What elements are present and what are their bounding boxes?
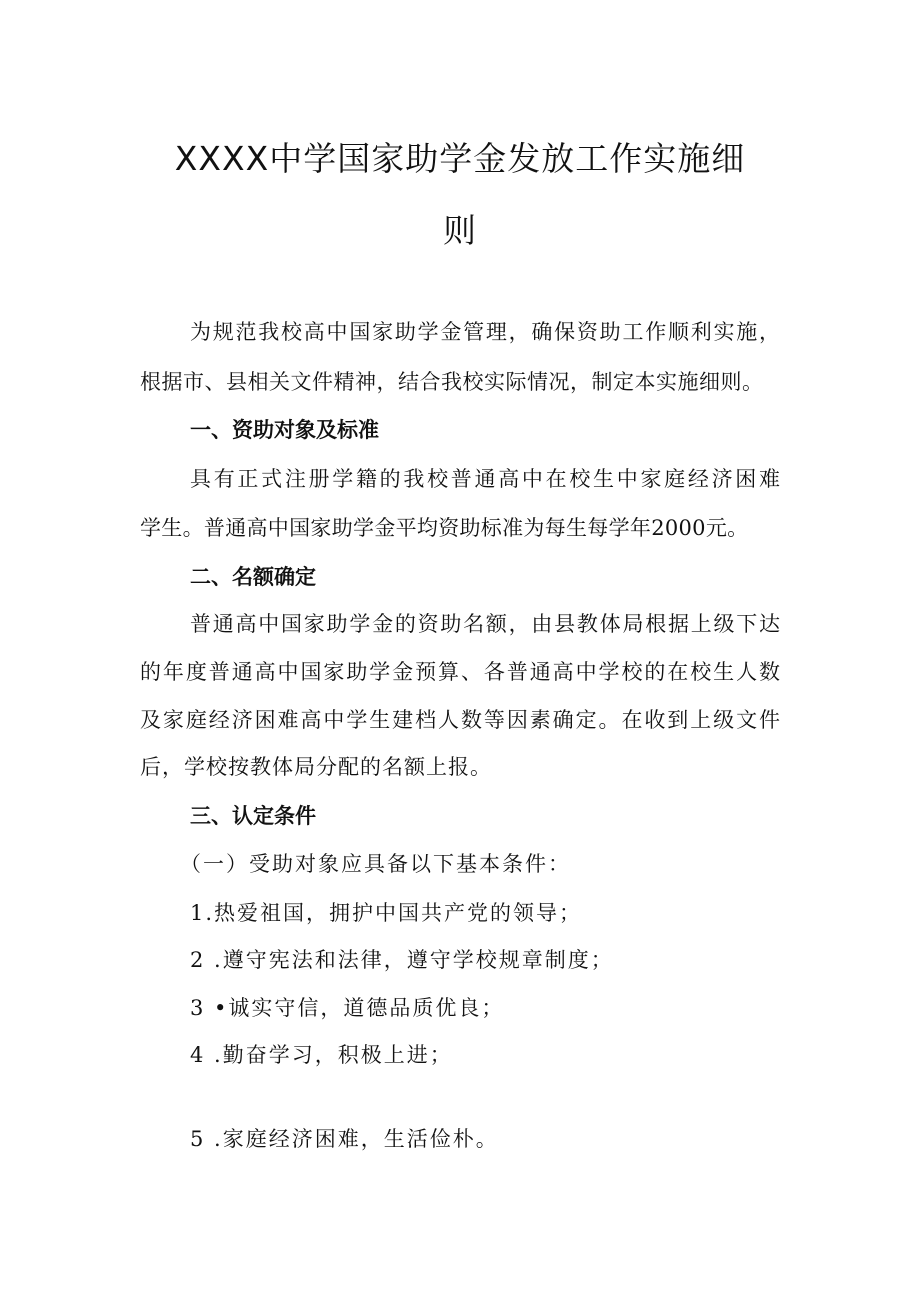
section2-line-4: 后，学校按教体局分配的名额上报。: [140, 755, 492, 779]
list-item-3: 3 •诚实守信，道德品质优良；: [190, 996, 505, 1020]
list-item-2: 2 .遵守宪法和法律，遵守学校规章制度；: [190, 948, 614, 972]
list-item-4: 4 .勤奋学习，积极上进；: [190, 1043, 453, 1067]
document-title-line1: XXXX中学国家助学金发放工作实施细: [174, 139, 746, 178]
list-item-5: 5 .家庭经济困难，生活俭朴。: [190, 1127, 499, 1151]
section1-line-1: 具有正式注册学籍的我校普通高中在校生中家庭经济困难: [190, 467, 780, 491]
section1-heading: 一、资助对象及标准: [190, 418, 379, 442]
document-title-line2: 则: [443, 211, 477, 250]
intro-line-2: 根据市、县相关文件精神，结合我校实际情况，制定本实施细则。: [140, 370, 764, 394]
section1-line-2: 学生。普通高中国家助学金平均资助标准为每生每学年2000元。: [140, 516, 749, 540]
list-item-1: 1.热爱祖国，拥护中国共产党的领导；: [190, 901, 583, 925]
intro-line-1: 为规范我校高中国家助学金管理，确保资助工作顺利实施，: [190, 320, 780, 344]
section3-heading: 三、认定条件: [190, 804, 316, 828]
section2-line-2: 的年度普通高中国家助学金预算、各普通高中学校的在校生人数: [140, 660, 780, 684]
section3-subheading: （一）受助对象应具备以下基本条件：: [180, 852, 571, 876]
section2-line-1: 普通高中国家助学金的资助名额，由县教体局根据上级下达: [190, 612, 780, 636]
section2-line-3: 及家庭经济困难高中学生建档人数等因素确定。在收到上级文件: [140, 708, 780, 732]
section2-heading: 二、名额确定: [190, 565, 316, 589]
